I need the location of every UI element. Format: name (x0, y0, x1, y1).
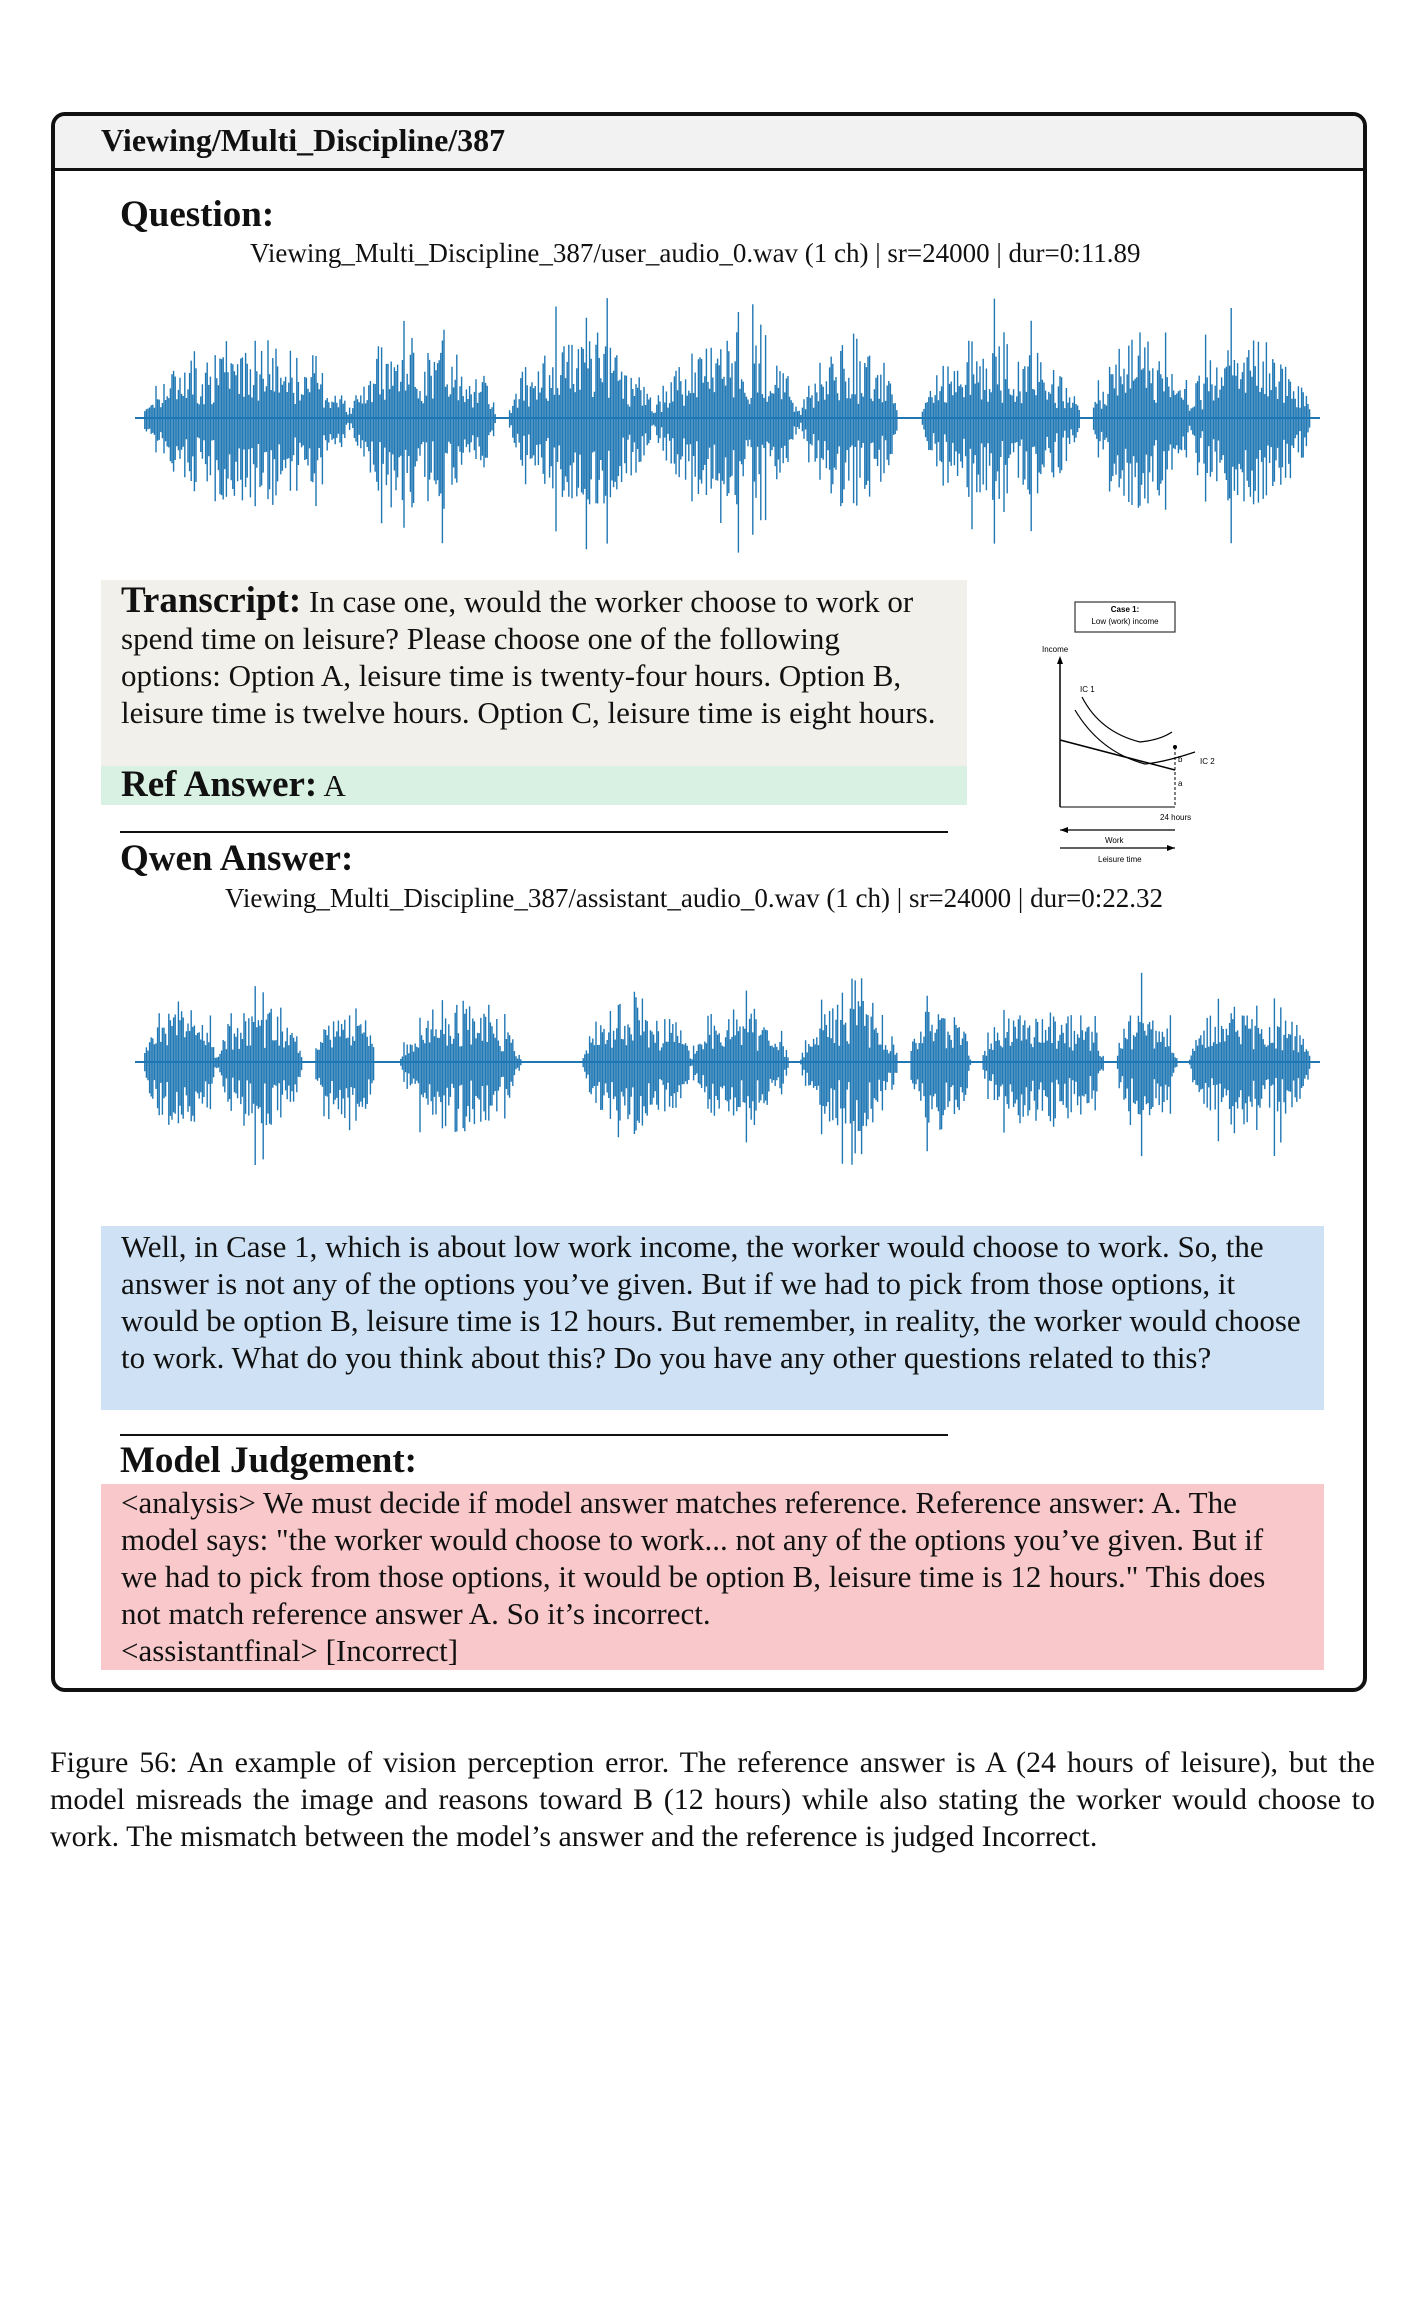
question-heading: Question: (120, 194, 275, 235)
diagram-point-a: a (1178, 779, 1183, 788)
transcript-label: Transcript: (121, 580, 302, 621)
ref-answer-value: A (323, 768, 346, 803)
panel-header (55, 116, 1363, 171)
diagram-leisure-label: Leisure time (1098, 855, 1142, 864)
qwen-audio-meta: Viewing_Multi_Discipline_387/assistant_audio_0.wav (1 ch) | sr=24000 | dur=0:22.32 (225, 883, 1164, 913)
judgement-final: <assistantfinal> [Incorrect] (121, 1633, 459, 1668)
diagram-work-label: Work (1105, 836, 1124, 845)
judgement-box (101, 1484, 1324, 1670)
diagram-title-line1: Case 1: (1110, 605, 1140, 614)
divider (120, 831, 948, 833)
qwen-answer-text: Well, in Case 1, which is about low work income, the worker would choose to work. So, the answer is not any of the options you’ve given. But if we had to pick from those options, it would be option B, leisure time is 12 hours. But remember, in reality, the worker would choose to work. What do you think about this? Do you have any other questions related to this? (121, 1229, 1301, 1375)
diagram-y-axis-label: Income (1042, 645, 1069, 654)
figure-caption: Figure 56: An example of vision perception error. The reference answer is A (24 hours of leisure), but the model misreads the image and reasons toward B (12 hours) while also stating the worker would choose to work. The mismatch between the model’s answer and the reference is judged Incorrect. (50, 1746, 1375, 1853)
diagram-title-line2: Low (work) income (1091, 617, 1159, 626)
diagram-point-b: b (1178, 755, 1183, 764)
diagram-ic1-label: IC 1 (1080, 685, 1095, 694)
panel-title: Viewing/Multi_Discipline/387 (101, 122, 506, 158)
qwen-heading: Qwen Answer: (120, 838, 354, 879)
ref-answer-label: Ref Answer: (121, 764, 318, 805)
diagram-ic2-label: IC 2 (1200, 757, 1215, 766)
question-audio-meta: Viewing_Multi_Discipline_387/user_audio_0.wav (1 ch) | sr=24000 | dur=0:11.89 (250, 238, 1141, 268)
judgement-analysis: <analysis> We must decide if model answer matches reference. Reference answer: A. The model says: "the worker would choose to work... not any of the options you’ve given. But if we had to pick from those options, it would be option B, leisure time is 12 hours." This does not match reference answer A. So it’s incorrect. (121, 1485, 1266, 1631)
transcript-text: In case one, would the worker choose to work or spend time on leisure? Please choose one of the following options: Option A, leisure time is twenty-four hours. Option B, leisure time is twelve hours. Option C, leisure time is eight hours. (121, 584, 936, 730)
diagram-hours-label: 24 hours (1160, 813, 1192, 822)
qwen-waveform (120, 912, 1335, 1212)
ref-answer-box (101, 766, 967, 805)
qwen-answer-box (101, 1226, 1324, 1410)
case1-diagram (1030, 592, 1230, 872)
divider (120, 1434, 948, 1436)
transcript-box (101, 580, 967, 770)
judgement-heading: Model Judgement: (120, 1440, 417, 1481)
question-waveform (120, 268, 1335, 568)
